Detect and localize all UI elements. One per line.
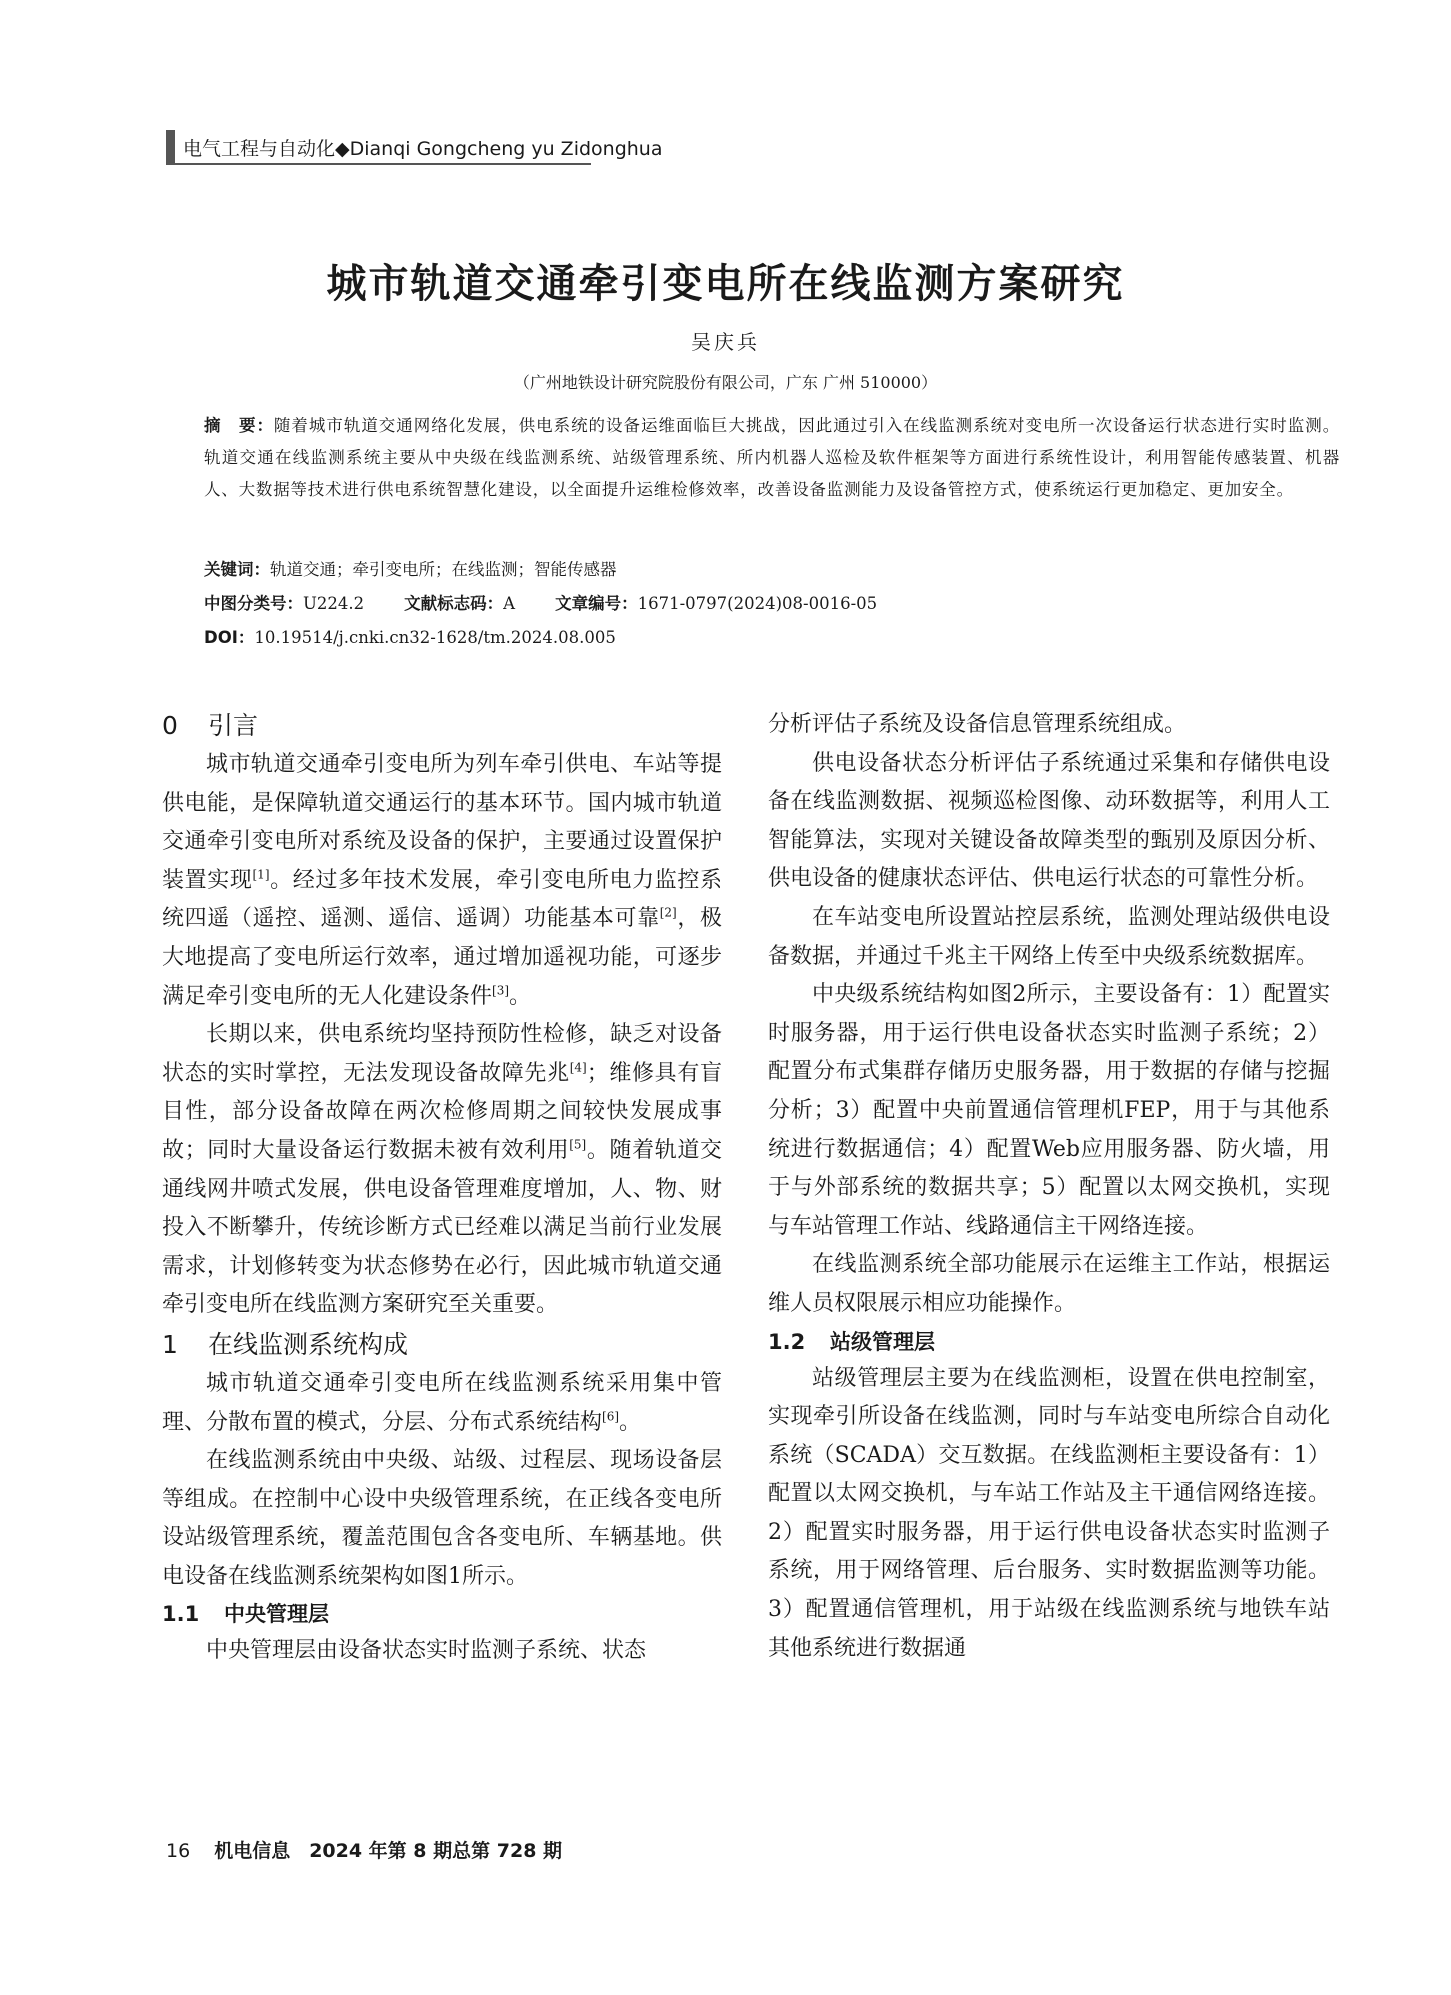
page-number: 16 xyxy=(166,1840,191,1862)
section-number: 1 xyxy=(162,1329,178,1359)
paragraph: 在车站变电所设置站控层系统，监测处理站级供电设备数据，并通过千兆主干网络上传至中央级系统数据库。 xyxy=(768,904,1330,969)
subsection-title: 站级管理层 xyxy=(830,1329,935,1354)
citation: [6] xyxy=(602,1409,620,1424)
citation: [4] xyxy=(569,1060,587,1075)
subsection-heading xyxy=(768,1324,1330,1360)
citation: [2] xyxy=(659,906,677,921)
journal-issue: 机电信息 2024 年第 8 期总第 728 期 xyxy=(214,1840,563,1862)
paragraph: 在线监测系统由中央级、站级、过程层、现场设备层等组成。在控制中心设中央级管理系统，在正线各变电所设站级管理系统，覆盖范围包含各变电所、车辆基地。供电设备在线监测系统架构如图1所示。 xyxy=(162,1448,722,1589)
header-rule xyxy=(166,163,591,165)
right-column xyxy=(768,706,1330,1668)
doi-line xyxy=(204,624,616,648)
paragraph: 供电设备状态分析评估子系统通过采集和存储供电设备在线监测数据、视频巡检图像、动环数据等，利用人工智能算法，实现对关键设备故障类型的甄别及原因分析、供电设备的健康状态评估、供电运行状态的可靠性分析。 xyxy=(768,750,1330,892)
section-heading xyxy=(162,706,722,746)
article-number-value: 1671-0797(2024)08-0016-05 xyxy=(637,594,878,613)
subsection-number: 1.1 xyxy=(162,1602,200,1627)
running-header xyxy=(166,130,663,164)
article-number-label: 文章编号： xyxy=(555,594,638,613)
paragraph: 在线监测系统全部功能展示在运维主工作站，根据运维人员权限展示相应功能操作。 xyxy=(768,1252,1330,1316)
header-text: 电气工程与自动化◆Dianqi Gongcheng yu Zidonghua xyxy=(183,137,663,160)
section-number: 0 xyxy=(162,711,178,740)
citation: [3] xyxy=(492,983,510,998)
keywords-label: 关键词： xyxy=(204,560,270,579)
abstract-text: 随着城市轨道交通网络化发展，供电系统的设备运维面临巨大挑战，因此通过引入在线监测系统对变电所一次设备运行状态进行实时监测。轨道交通在线监测系统主要从中央级在线监测系统、站级管理系统、所内机器人巡检及软件框架等方面进行系统性设计，利用智能传感装置、机器人、大数据等技术进行供电系统智慧化建设，以全面提升运维检修效率，改善设备监测能力及设备管控方式，使系统运行更加稳定、更加安全。 xyxy=(204,416,1340,499)
keywords xyxy=(204,556,617,580)
section-title: 引言 xyxy=(208,711,259,740)
paragraph: 长期以来，供电系统均坚持预防性检修，缺乏对设备状态的实时掌控，无法发现设备故障先兆[4]；维修具有盲目性，部分设备故障在两次检修周期之间较快发展成事故；同时大量设备运行数据未被有效利用[5]。随着轨道交通线网井喷式发展，供电设备管理难度增加，人、物、财投入不断攀升，传统诊断方式已经难以满足当前行业发展需求，计划修转变为状态修势在必行，因此城市轨道交通牵引变电所在线监测方案研究至关重要。 xyxy=(162,1022,722,1318)
affiliation: （广州地铁设计研究院股份有限公司，广东 广州 510000） xyxy=(513,373,938,392)
clc-value: U224.2 xyxy=(303,594,365,613)
subsection-number: 1.2 xyxy=(768,1329,806,1354)
paragraph: 中央管理层由设备状态实时监测子系统、状态 xyxy=(206,1638,647,1664)
citation: [5] xyxy=(569,1137,587,1152)
paragraph: 站级管理层主要为在线监测柜，设置在供电控制室，实现牵引所设备在线监测，同时与车站变电所综合自动化系统（SCADA）交互数据。在线监测柜主要设备有：1）配置以太网交换机，与车站工作站及主干通信网络连接。2）配置实时服务器，用于运行供电设备状态实时监测子系统，用于网络管理、后台服务、实时数据监测等功能。3）配置通信管理机，用于站级在线监测系统与地铁车站其他系统进行数据通 xyxy=(768,1365,1330,1661)
citation: [1] xyxy=(252,867,270,882)
author: 吴庆兵 xyxy=(691,330,760,354)
section-title: 在线监测系统构成 xyxy=(208,1329,409,1359)
paragraph: 分析评估子系统及设备信息管理系统组成。 xyxy=(768,712,1187,737)
abstract-label: 摘 要： xyxy=(204,416,274,435)
left-column xyxy=(162,706,722,1671)
paragraph: 城市轨道交通牵引变电所为列车牵引供电、车站等提供电能，是保障轨道交通运行的基本环节。国内城市轨道交通牵引变电所对系统及设备的保护，主要通过设置保护装置实现[1]。经过多年技术发展，牵引变电所电力监控系统四遥（遥控、遥测、遥信、遥调）功能基本可靠[2]，极大地提高了变电所运行效率，通过增加遥视功能，可逐步满足牵引变电所的无人化建设条件[3]。 xyxy=(162,752,722,1009)
article-title: 城市轨道交通牵引变电所在线监测方案研究 xyxy=(326,261,1125,307)
header-bar xyxy=(166,130,175,164)
subsection-title: 中央管理层 xyxy=(224,1602,329,1627)
page-footer xyxy=(166,1836,562,1863)
paragraph: 城市轨道交通牵引变电所在线监测系统采用集中管理、分散布置的模式，分层、分布式系统结构[6]。 xyxy=(162,1370,722,1435)
subsection-heading xyxy=(162,1596,722,1632)
paragraph: 中央级系统结构如图2所示，主要设备有：1）配置实时服务器，用于运行供电设备状态实时监测子系统；2）配置分布式集群存储历史服务器，用于数据的存储与挖掘分析；3）配置中央前置通信管理机FEP，用于与其他系统进行数据通信；4）配置Web应用服务器、防火墙，用于与外部系统的数据共享；5）配置以太网交换机，实现与车站管理工作站、线路通信主干网络连接。 xyxy=(768,982,1330,1239)
doc-code-value: A xyxy=(503,594,516,613)
doc-code-label: 文献标志码： xyxy=(404,594,504,613)
section-heading xyxy=(162,1325,722,1365)
doi-value: 10.19514/j.cnki.cn32-1628/tm.2024.08.005 xyxy=(254,628,616,647)
clc-label: 中图分类号： xyxy=(204,594,303,613)
keywords-text: 轨道交通；牵引变电所；在线监测；智能传感器 xyxy=(270,560,617,579)
abstract xyxy=(204,410,1340,506)
doi-label: DOI： xyxy=(204,628,255,647)
classification-line xyxy=(204,590,877,614)
